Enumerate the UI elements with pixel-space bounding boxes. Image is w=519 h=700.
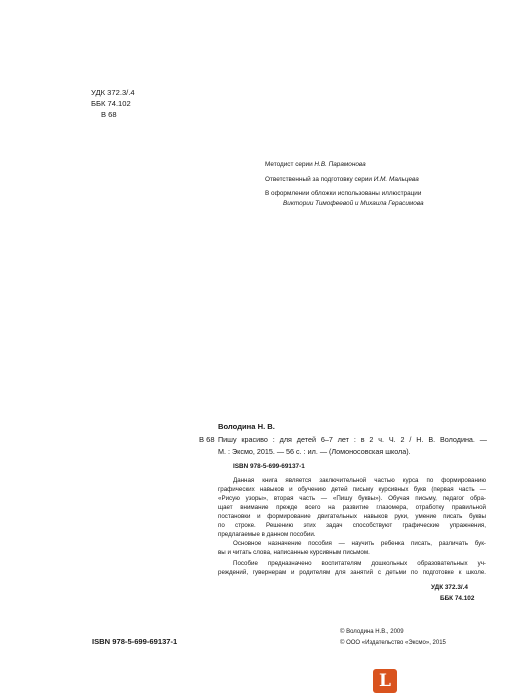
responsible-name: И.М. Мальцева bbox=[373, 176, 419, 183]
annotation-line: Основное назначение пособия — научить ребенка писать, различать бук- bbox=[233, 540, 486, 547]
author-sign: В 68 bbox=[101, 110, 117, 119]
publisher-logo-letter: L bbox=[379, 670, 391, 691]
card-isbn: ISBN 978-5-699-69137-1 bbox=[233, 463, 305, 470]
illustrators-names: Виктории Тимофеевой и Михаила Герасимова bbox=[283, 200, 424, 207]
card-description-line: Пишу красиво : для детей 6–7 лет : в 2 ч. Ч. 2 / Н. В. Володина. — bbox=[218, 435, 487, 444]
annotation-line: Данная книга является заключительной частью курса по формированию bbox=[233, 477, 486, 484]
card-author-sign: В 68 bbox=[199, 435, 215, 444]
annotation-line: вы и читать слова, написанные курсивным письмом. bbox=[218, 549, 370, 556]
copyright-author: © Володина Н.В., 2009 bbox=[340, 629, 404, 635]
responsible-label: Ответственный за подготовку серии bbox=[265, 176, 374, 183]
annotation-line: по строке. Решению этих задач способствуют графические упражнения, bbox=[218, 522, 486, 529]
annotation-line: щает внимание прежде всего на развитие глазомера, отработку правильной bbox=[218, 504, 486, 511]
card-author: Володина Н. В. bbox=[218, 422, 275, 431]
annotation-line: графических навыков и обучению детей письму курсивных букв (первая часть — bbox=[218, 486, 486, 493]
copyright-publisher: © ООО «Издательство «Эксмо», 2015 bbox=[340, 640, 446, 646]
card-description-line: М. : Эксмо, 2015. — 56 с. : ил. — (Ломоносовская школа). bbox=[218, 447, 411, 456]
udk-code: УДК 372.3/.4 bbox=[91, 88, 135, 97]
annotation-line: постановки и формирование двигательных навыков руки, умение писать буквы bbox=[218, 513, 486, 520]
annotation-line: «Рисую узоры», вторая часть — «Пишу буквы»). Обучая письму, педагог обра- bbox=[218, 495, 486, 502]
responsible-line bbox=[265, 177, 419, 183]
illustrations-line: В оформлении обложки использованы иллюстрации bbox=[265, 190, 422, 197]
card-udk: УДК 372.3/.4 bbox=[431, 584, 468, 591]
methodist-name: Н.В. Парамонова bbox=[314, 161, 366, 168]
card-bbk: ББК 74.102 bbox=[440, 595, 475, 602]
methodist-label: Методист серии bbox=[265, 161, 315, 168]
methodist-line bbox=[265, 162, 366, 168]
annotation-line: реждений, гувернерам и родителям для занятий с детьми по подготовке к школе. bbox=[218, 569, 486, 576]
annotation-line: предлагаемые в данном пособии. bbox=[218, 531, 316, 538]
footer-isbn: ISBN 978-5-699-69137-1 bbox=[92, 637, 178, 646]
annotation-line: Пособие предназначено воспитателям дошкольных образовательных уч- bbox=[233, 560, 486, 567]
publisher-logo bbox=[373, 669, 397, 693]
bbk-code: ББК 74.102 bbox=[91, 99, 131, 108]
